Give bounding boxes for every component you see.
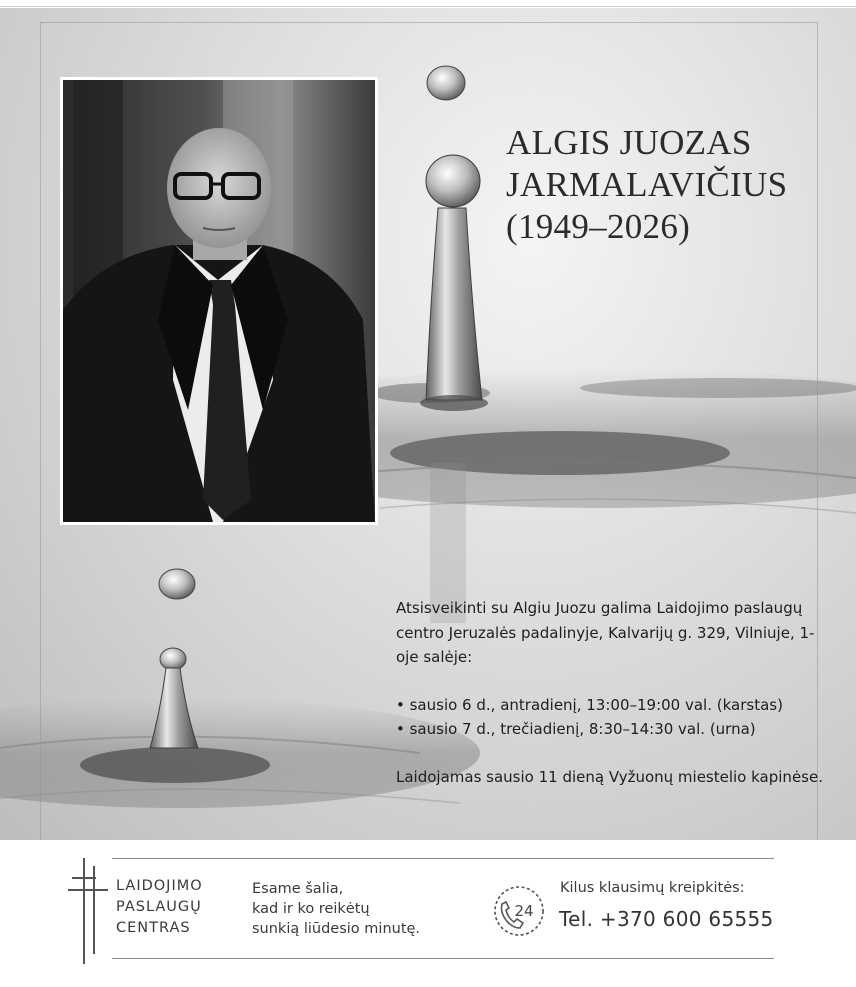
name-line-1: ALGIS JUOZAS [506, 123, 752, 162]
life-years: (1949–2026) [506, 207, 691, 246]
farewell-intro: Atsisveikinti su Algiu Juozu galima Laidojimo paslaugų centro Jeruzalės padalinyje, Kalvarijų g. 329, Vilniuje, 1-oje salėje: [396, 599, 815, 666]
phone-24-icon [490, 882, 548, 940]
name-line-2: JARMALAVIČIUS [506, 165, 788, 204]
portrait-illustration [63, 80, 375, 522]
burial-text: Laidojamas sausio 11 dieną Vyžuonų miestelio kapinėse. [396, 767, 823, 786]
tagline-line: Esame šalia, [252, 881, 344, 897]
tagline [252, 879, 420, 939]
deceased-name-block [506, 122, 846, 248]
contact-phone[interactable]: Tel. +370 600 65555 [559, 907, 774, 931]
tagline-line: sunkią liūdesio minutę. [252, 921, 421, 937]
schedule-item: • sausio 6 d., antradienį, 13:00–19:00 val. (karstas) [396, 695, 783, 714]
logo-line: CENTRAS [116, 920, 191, 936]
logo-text [116, 876, 203, 939]
badge-24: 24 [514, 902, 534, 920]
double-cross-icon [66, 856, 110, 968]
footer-rule-top [112, 858, 774, 859]
logo-line: LAIDOJIMO [116, 878, 203, 894]
funeral-info [396, 596, 826, 789]
top-rule [0, 6, 856, 7]
schedule-item: • sausio 7 d., trečiadienį, 8:30–14:30 val. (urna) [396, 720, 756, 738]
contact-label: Kilus klausimų kreipkitės: [560, 880, 745, 896]
footer-rule-bottom [112, 958, 774, 959]
portrait-photo [60, 77, 378, 525]
logo-line: PASLAUGŲ [116, 899, 202, 915]
tagline-line: kad ir ko reikėtų [252, 901, 370, 917]
